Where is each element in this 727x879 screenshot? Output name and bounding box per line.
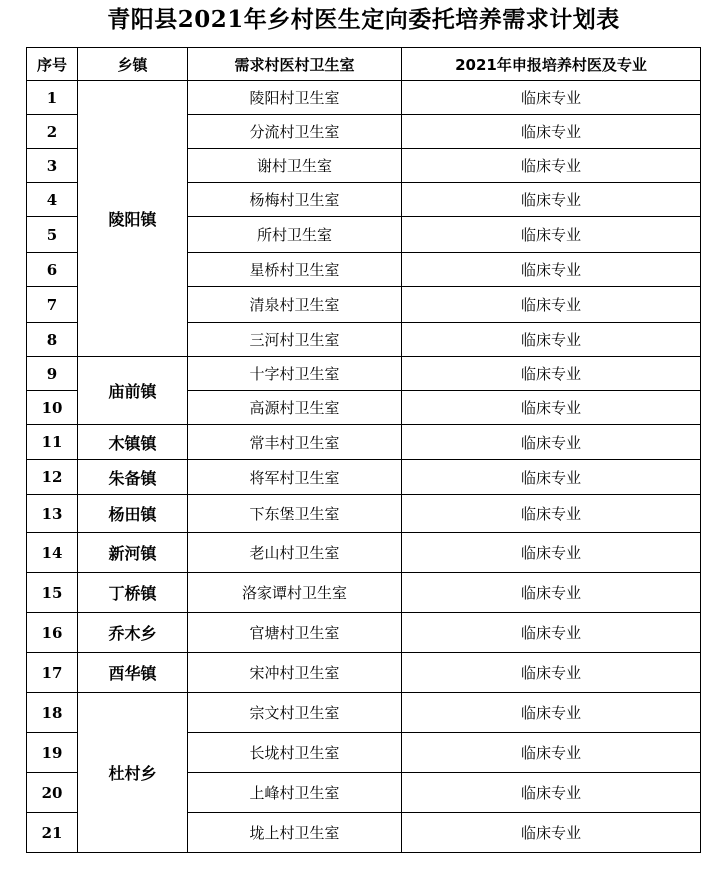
header-clinic: 需求村医村卫生室 [188,48,402,81]
cell-clinic: 高源村卫生室 [188,391,402,425]
cell-clinic: 上峰村卫生室 [188,773,402,813]
cell-major: 临床专业 [402,115,701,149]
table-body [27,81,701,853]
table-row [27,693,701,733]
cell-major: 临床专业 [402,693,701,733]
table-row [27,357,701,391]
training-plan-table [26,47,701,853]
cell-clinic: 将军村卫生室 [188,460,402,495]
cell-major: 临床专业 [402,217,701,253]
table-header-row [27,48,701,81]
cell-major: 临床专业 [402,653,701,693]
cell-town: 乔木乡 [78,613,188,653]
cell-clinic: 清泉村卫生室 [188,287,402,323]
cell-major: 临床专业 [402,813,701,853]
cell-clinic: 长垅村卫生室 [188,733,402,773]
cell-clinic: 十字村卫生室 [188,357,402,391]
cell-clinic: 星桥村卫生室 [188,253,402,287]
table-row [27,613,701,653]
cell-major: 临床专业 [402,391,701,425]
cell-clinic: 垅上村卫生室 [188,813,402,853]
table-row [27,81,701,115]
cell-town: 杜村乡 [78,693,188,853]
cell-clinic: 谢村卫生室 [188,149,402,183]
cell-seq: 9 [27,357,78,391]
cell-town: 丁桥镇 [78,573,188,613]
cell-major: 临床专业 [402,613,701,653]
cell-seq: 2 [27,115,78,149]
cell-clinic: 常丰村卫生室 [188,425,402,460]
cell-town: 新河镇 [78,533,188,573]
cell-major: 临床专业 [402,573,701,613]
cell-seq: 14 [27,533,78,573]
cell-town: 酉华镇 [78,653,188,693]
cell-seq: 5 [27,217,78,253]
cell-seq: 7 [27,287,78,323]
cell-major: 临床专业 [402,773,701,813]
cell-clinic: 三河村卫生室 [188,323,402,357]
cell-clinic: 所村卫生室 [188,217,402,253]
cell-clinic: 老山村卫生室 [188,533,402,573]
cell-clinic: 宗文村卫生室 [188,693,402,733]
cell-seq: 15 [27,573,78,613]
table-row [27,573,701,613]
cell-seq: 18 [27,693,78,733]
cell-seq: 10 [27,391,78,425]
cell-clinic: 洛家谭村卫生室 [188,573,402,613]
cell-major: 临床专业 [402,460,701,495]
cell-town: 朱备镇 [78,460,188,495]
cell-clinic: 杨梅村卫生室 [188,183,402,217]
cell-major: 临床专业 [402,495,701,533]
cell-seq: 8 [27,323,78,357]
cell-major: 临床专业 [402,533,701,573]
table-row [27,425,701,460]
cell-major: 临床专业 [402,81,701,115]
cell-clinic: 陵阳村卫生室 [188,81,402,115]
cell-major: 临床专业 [402,287,701,323]
table-row [27,460,701,495]
cell-clinic: 分流村卫生室 [188,115,402,149]
cell-seq: 17 [27,653,78,693]
cell-major: 临床专业 [402,733,701,773]
table-row [27,533,701,573]
header-major: 2021年申报培养村医及专业 [402,48,701,81]
cell-seq: 13 [27,495,78,533]
cell-seq: 16 [27,613,78,653]
cell-town: 木镇镇 [78,425,188,460]
table-row [27,495,701,533]
cell-clinic: 宋冲村卫生室 [188,653,402,693]
cell-major: 临床专业 [402,253,701,287]
cell-seq: 11 [27,425,78,460]
cell-town: 陵阳镇 [78,81,188,357]
cell-seq: 12 [27,460,78,495]
cell-major: 临床专业 [402,425,701,460]
cell-seq: 21 [27,813,78,853]
cell-seq: 19 [27,733,78,773]
cell-clinic: 官塘村卫生室 [188,613,402,653]
header-town: 乡镇 [78,48,188,81]
cell-seq: 4 [27,183,78,217]
cell-major: 临床专业 [402,357,701,391]
cell-seq: 3 [27,149,78,183]
table-row [27,653,701,693]
cell-major: 临床专业 [402,183,701,217]
header-seq: 序号 [27,48,78,81]
cell-major: 临床专业 [402,149,701,183]
cell-town: 杨田镇 [78,495,188,533]
cell-seq: 1 [27,81,78,115]
cell-seq: 6 [27,253,78,287]
cell-seq: 20 [27,773,78,813]
page-title: 青阳县2021年乡村医生定向委托培养需求计划表 [107,6,620,33]
cell-major: 临床专业 [402,323,701,357]
cell-clinic: 下东堡卫生室 [188,495,402,533]
cell-town: 庙前镇 [78,357,188,425]
